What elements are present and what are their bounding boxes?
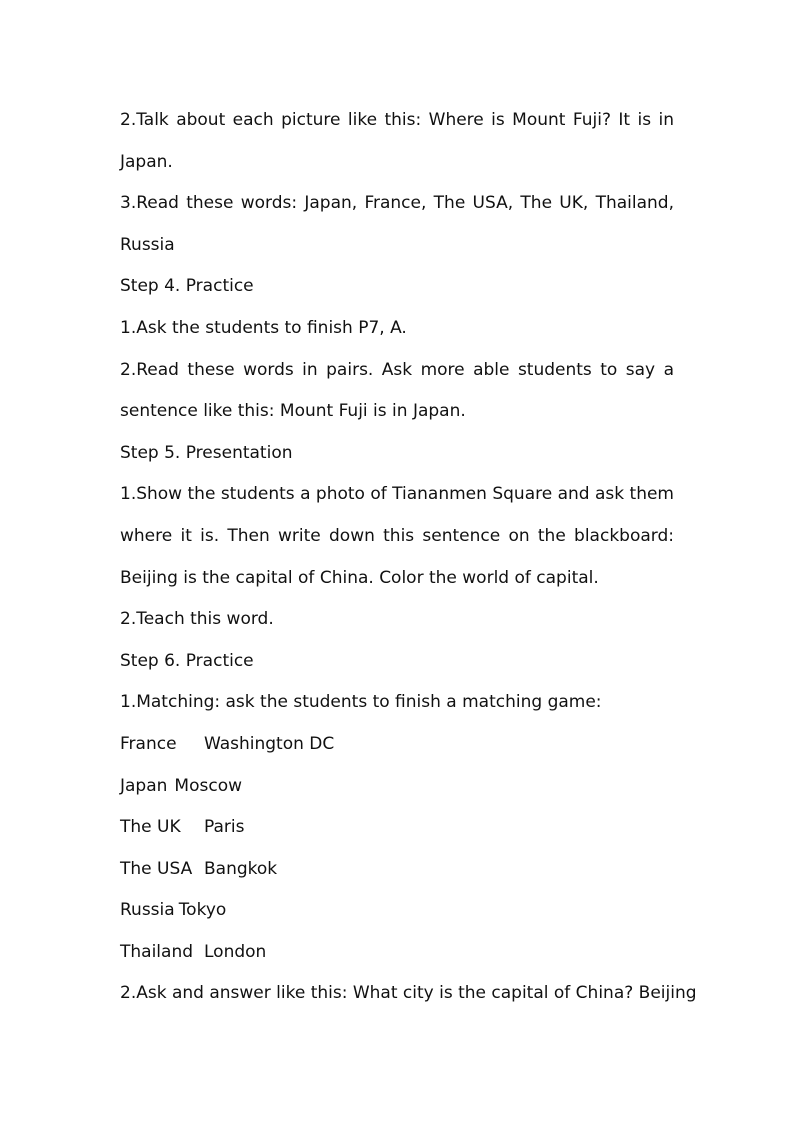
text-line: 1.Show the students a photo of Tiananmen Square and ask them xyxy=(120,484,674,505)
text-line: 3.Read these words: Japan, France, The USA, The UK, Thailand, xyxy=(120,193,674,214)
matching-capital: Bangkok xyxy=(204,858,278,879)
text-line: 2.Talk about each picture like this: Where is Mount Fuji? It is in xyxy=(120,110,674,130)
matching-capital: London xyxy=(204,941,267,962)
text-line: 2.Ask and answer like this: What city is the capital of China? Beijing xyxy=(120,983,697,1004)
matching-row xyxy=(120,807,674,849)
matching-country: France xyxy=(120,733,177,754)
matching-country: The USA xyxy=(120,858,193,879)
matching-capital: Tokyo xyxy=(178,900,227,921)
matching-row xyxy=(120,724,674,766)
matching-capital: Paris xyxy=(204,817,245,838)
text-line: 2.Read these words in pairs. Ask more able students to say a xyxy=(120,359,674,380)
step-heading: Step 6. Practice xyxy=(120,650,254,671)
step-heading: Step 5. Presentation xyxy=(120,442,293,463)
text-line: Japan. xyxy=(120,151,173,172)
matching-country: Russia xyxy=(120,900,175,921)
text-line: Beijing is the capital of China. Color the world of capital. xyxy=(120,567,599,588)
matching-country: Japan xyxy=(120,775,168,796)
matching-capital: Moscow xyxy=(174,775,242,796)
matching-row xyxy=(120,849,674,891)
text-line: 1.Ask the students to finish P7, A. xyxy=(120,317,407,338)
matching-capital: Washington DC xyxy=(204,733,335,754)
text-line: 2.Teach this word. xyxy=(120,609,274,630)
text-line: 1.Matching: ask the students to finish a matching game: xyxy=(120,692,602,713)
matching-row xyxy=(120,890,674,932)
text-line: sentence like this: Mount Fuji is in Japan. xyxy=(120,401,466,422)
text-line: Russia xyxy=(120,234,175,255)
text-line: where it is. Then write down this sentence on the blackboard: xyxy=(120,525,674,546)
step-heading: Step 4. Practice xyxy=(120,276,254,297)
matching-country: The UK xyxy=(120,817,181,838)
matching-row xyxy=(120,766,674,808)
matching-row xyxy=(120,932,674,974)
matching-country: Thailand xyxy=(120,941,194,962)
document-page xyxy=(120,100,697,1015)
